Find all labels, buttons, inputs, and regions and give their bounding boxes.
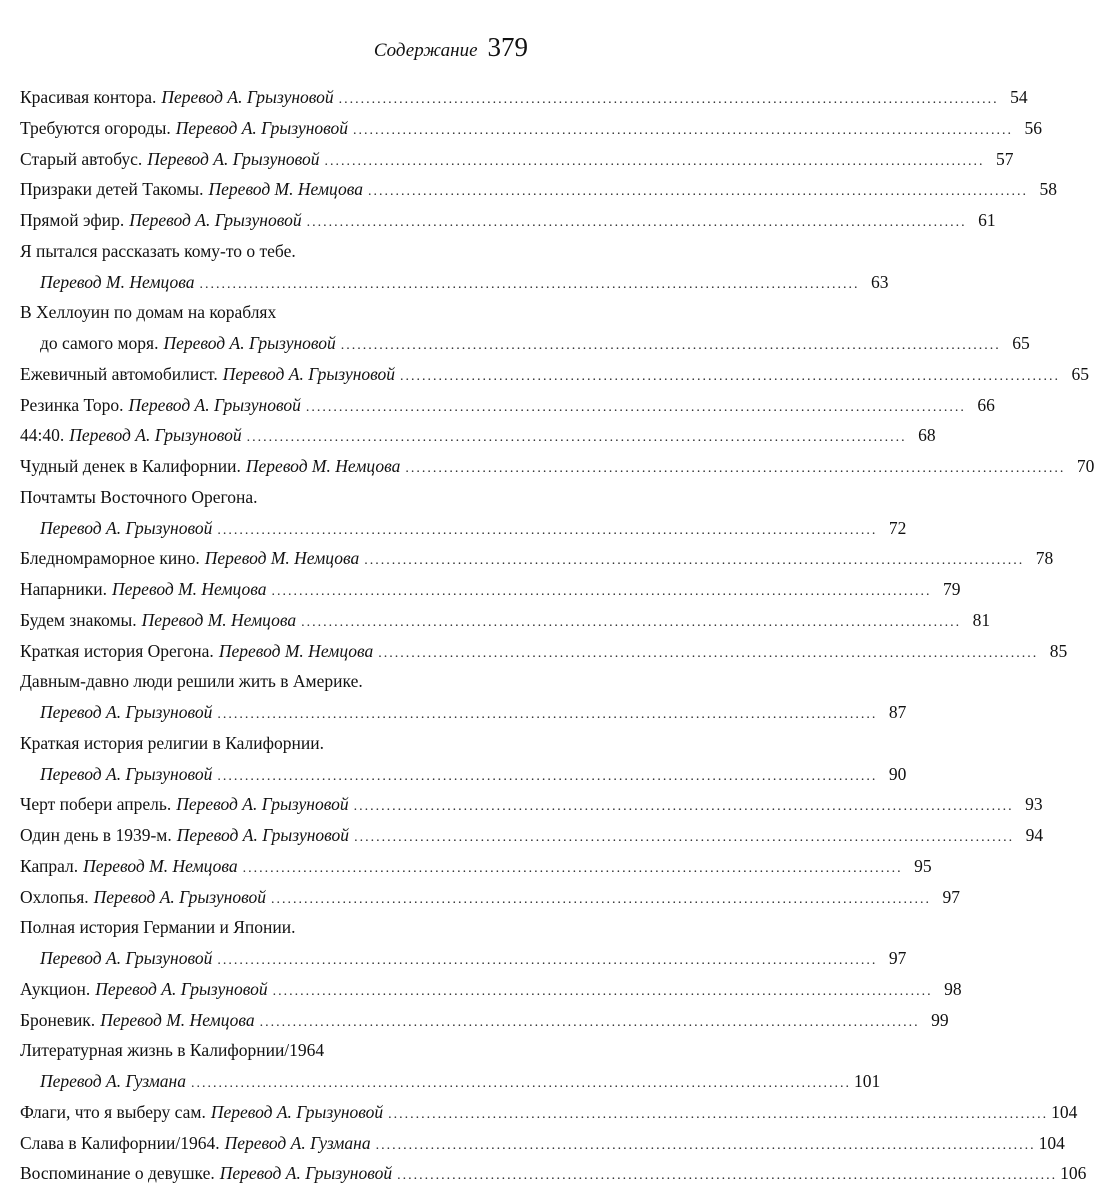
entry-title: Краткая история Орегона.	[20, 640, 214, 661]
entry-translator: Перевод А. Грызуновой	[128, 394, 301, 415]
entry-page: 68	[918, 425, 936, 446]
dot-leader: ........................................................................................................................	[400, 368, 1061, 384]
entry-page: 65	[1071, 363, 1090, 384]
entry-translator: Перевод А. Грызуновой	[175, 117, 349, 138]
toc-entry[interactable]	[20, 636, 1068, 667]
entry-title: Черт побери апрель.	[20, 794, 172, 815]
entry-title: Давным-давно люди решили жить в Америке.	[20, 671, 363, 692]
entry-page: 70	[1076, 456, 1094, 476]
toc-entry[interactable]	[20, 820, 1044, 851]
entry-page: 85	[1049, 640, 1068, 661]
entry-page: 95	[914, 855, 932, 876]
dot-leader: ........................................................................................................................	[324, 153, 985, 169]
entry-page: 99	[931, 1009, 949, 1030]
entry-title: Почтамты Восточного Орегона.	[20, 486, 258, 507]
entry-page: 63	[870, 271, 889, 292]
dot-leader: ........................................................................................................................	[338, 92, 999, 107]
entry-page: 98	[944, 978, 962, 999]
toc-entry-title-line[interactable]	[20, 236, 526, 267]
entry-translator: Перевод А. Грызуновой	[161, 87, 334, 107]
dot-leader: ........................................................................................................................	[199, 276, 860, 292]
entry-title: Охлопья.	[20, 886, 89, 907]
toc-entry[interactable]	[20, 205, 996, 236]
entry-translator: Перевод М. Немцова	[83, 855, 238, 876]
entry-page: 78	[1035, 548, 1054, 569]
toc-entry[interactable]	[20, 574, 961, 605]
dot-leader: ........................................................................................................................	[301, 614, 962, 630]
toc-entry[interactable]	[20, 697, 907, 728]
toc-entry[interactable]	[20, 144, 1014, 175]
dot-leader: ........................................................................................................................	[272, 983, 933, 999]
entry-title: Прямой эфир.	[20, 210, 125, 230]
dot-leader: ........................................................................................................................	[217, 768, 878, 784]
entry-title: Резинка Торо.	[20, 394, 124, 415]
dot-leader: ........................................................................................................................	[388, 1106, 1049, 1122]
toc-entry[interactable]	[20, 851, 932, 882]
dot-leader: ........................................................................................................................	[375, 1137, 1036, 1153]
dot-leader: ........................................................................................................................	[190, 1076, 851, 1091]
entry-page: 97	[942, 886, 960, 907]
entry-translator: Перевод М. Немцова	[218, 640, 374, 661]
toc-entry-title-line[interactable]	[20, 1035, 526, 1066]
toc-entry-title-line[interactable]	[20, 297, 526, 328]
dot-leader: ........................................................................................................................	[378, 645, 1039, 661]
entry-translator: Перевод А. Гузмана	[224, 1132, 371, 1153]
entry-page: 57	[996, 148, 1014, 169]
toc-entry[interactable]	[20, 882, 960, 913]
entry-title: Литературная жизнь в Калифорнии/1964	[20, 1040, 325, 1061]
entry-page: 104	[1051, 1101, 1078, 1122]
entry-page: 66	[977, 394, 995, 415]
running-header	[374, 32, 528, 63]
entry-page: 79	[942, 579, 961, 599]
toc-entry[interactable]	[20, 1097, 1078, 1128]
dot-leader: ........................................................................................................................	[397, 1168, 1058, 1184]
entry-title: Слава в Калифорнии/1964.	[20, 1132, 220, 1153]
toc-entry-title-line[interactable]	[20, 912, 526, 943]
dot-leader: ........................................................................................................................	[306, 215, 967, 230]
entry-title: Воспоминание о девушке.	[20, 1163, 215, 1184]
entry-translator: Перевод М. Немцова	[141, 609, 297, 630]
table-of-contents	[20, 82, 1094, 1189]
toc-entry[interactable]	[20, 390, 995, 421]
entry-title: Старый автобус.	[20, 148, 143, 169]
entry-title: 44:40.	[20, 425, 65, 446]
entry-page: 106	[1060, 1163, 1087, 1184]
entry-translator: Перевод А. Грызуновой	[69, 425, 242, 446]
entry-title: Броневик.	[20, 1009, 96, 1030]
entry-translator: Перевод А. Грызуновой	[40, 702, 213, 722]
dot-leader: ........................................................................................................................	[271, 584, 932, 599]
entry-translator: Перевод А. Грызуновой	[176, 794, 349, 815]
section-title: Содержание	[373, 40, 478, 61]
entry-translator: Перевод А. Грызуновой	[163, 333, 336, 353]
entry-translator: Перевод М. Немцова	[100, 1009, 255, 1030]
toc-entry[interactable]	[20, 174, 1057, 205]
entry-translator: Перевод М. Немцова	[40, 271, 195, 292]
entry-title: Ежевичный автомобилист.	[20, 363, 218, 384]
toc-entry[interactable]	[20, 1005, 949, 1036]
toc-entry-title-line[interactable]	[20, 728, 526, 759]
toc-entry[interactable]	[20, 543, 1054, 574]
entry-translator: Перевод А. Гузмана	[40, 1071, 186, 1091]
entry-page: 56	[1024, 117, 1043, 138]
entry-translator: Перевод А. Грызуновой	[222, 363, 396, 384]
entry-translator: Перевод М. Немцова	[204, 548, 360, 569]
entry-title: Полная история Германии и Японии.	[20, 917, 296, 938]
dot-leader: ........................................................................................................................	[353, 799, 1014, 815]
entry-translator: Перевод А. Грызуновой	[95, 978, 268, 999]
entry-translator: Перевод А. Грызуновой	[210, 1101, 384, 1122]
entry-title: Бледномраморное кино.	[20, 548, 200, 569]
entry-page: 54	[1010, 87, 1028, 107]
entry-translator: Перевод А. Грызуновой	[93, 886, 266, 907]
dot-leader: ........................................................................................................................	[217, 953, 878, 968]
entry-translator: Перевод А. Грызуновой	[176, 825, 350, 845]
toc-entry[interactable]	[20, 759, 907, 790]
entry-page: 61	[978, 210, 996, 230]
entry-translator: Перевод М. Немцова	[112, 579, 267, 599]
entry-title-continued: до самого моря.	[40, 333, 159, 353]
dot-leader: ........................................................................................................................	[340, 338, 1001, 353]
entry-title: Флаги, что я выберу сам.	[20, 1101, 206, 1122]
toc-entry-title-line[interactable]	[20, 666, 526, 697]
entry-title: Чудный денек в Калифорнии.	[20, 456, 241, 476]
toc-entry[interactable]	[20, 328, 1030, 359]
entry-title: Призраки детей Такомы.	[20, 179, 204, 200]
entry-title: Капрал.	[20, 855, 79, 876]
dot-leader: ........................................................................................................................	[259, 1014, 920, 1030]
dot-leader: ........................................................................................................................	[367, 184, 1028, 200]
entry-page: 97	[888, 948, 907, 968]
dot-leader: ........................................................................................................................	[364, 553, 1025, 569]
toc-entry[interactable]	[20, 82, 1028, 113]
entry-title: Я пытался рассказать кому-то о тебе.	[20, 240, 296, 261]
toc-entry[interactable]	[20, 113, 1043, 144]
dot-leader: ........................................................................................................................	[270, 891, 931, 907]
entry-page: 87	[888, 702, 907, 722]
dot-leader: ........................................................................................................................	[305, 399, 966, 415]
entry-page: 104	[1038, 1132, 1065, 1153]
entry-translator: Перевод А. Грызуновой	[219, 1163, 393, 1184]
dot-leader: ........................................................................................................................	[242, 860, 903, 876]
dot-leader: ........................................................................................................................	[217, 522, 878, 538]
toc-entry[interactable]	[20, 451, 1094, 482]
toc-entry[interactable]	[20, 605, 991, 636]
toc-entry-title-line[interactable]	[20, 482, 526, 513]
toc-entry[interactable]	[20, 420, 936, 451]
entry-title: Требуются огороды.	[20, 117, 171, 138]
entry-title: В Хеллоуин по домам на кораблях	[20, 302, 277, 323]
toc-entry[interactable]	[20, 789, 1043, 820]
entry-title: Аукцион.	[20, 978, 91, 999]
entry-translator: Перевод А. Грызуновой	[147, 148, 320, 169]
toc-entry[interactable]	[20, 943, 907, 974]
page-number: 379	[487, 32, 528, 62]
entry-page: 65	[1012, 333, 1030, 353]
entry-page: 58	[1039, 179, 1057, 200]
entry-page: 94	[1025, 825, 1044, 845]
toc-entry[interactable]	[20, 267, 889, 298]
toc-entry[interactable]	[20, 974, 962, 1005]
dot-leader: ........................................................................................................................	[405, 461, 1066, 476]
entry-translator: Перевод А. Грызуновой	[40, 763, 213, 784]
toc-entry[interactable]	[20, 359, 1090, 390]
toc-entry[interactable]	[20, 1128, 1065, 1159]
entry-page: 81	[972, 609, 991, 630]
entry-title: Напарники.	[20, 579, 108, 599]
dot-leader: ........................................................................................................................	[246, 430, 907, 446]
entry-title: Краткая история религии в Калифорнии.	[20, 732, 324, 753]
dot-leader: ........................................................................................................................	[217, 707, 878, 722]
dot-leader: ........................................................................................................................	[354, 830, 1015, 845]
entry-page: 93	[1025, 794, 1043, 815]
entry-title: Будем знакомы.	[20, 609, 137, 630]
entry-page: 101	[853, 1071, 881, 1091]
entry-page: 90	[888, 763, 907, 784]
entry-title: Один день в 1939-м.	[20, 825, 172, 845]
entry-translator: Перевод А. Грызуновой	[40, 948, 213, 968]
entry-translator: Перевод М. Немцова	[208, 179, 363, 200]
entry-translator: Перевод А. Грызуновой	[129, 210, 302, 230]
dot-leader: ........................................................................................................................	[353, 122, 1014, 138]
entry-page: 72	[888, 517, 907, 538]
entry-translator: Перевод А. Грызуновой	[40, 517, 213, 538]
toc-entry[interactable]	[20, 1066, 881, 1097]
toc-entry[interactable]	[20, 1158, 1087, 1189]
entry-translator: Перевод М. Немцова	[245, 456, 401, 476]
entry-title: Красивая контора.	[20, 87, 157, 107]
toc-entry[interactable]	[20, 513, 907, 544]
